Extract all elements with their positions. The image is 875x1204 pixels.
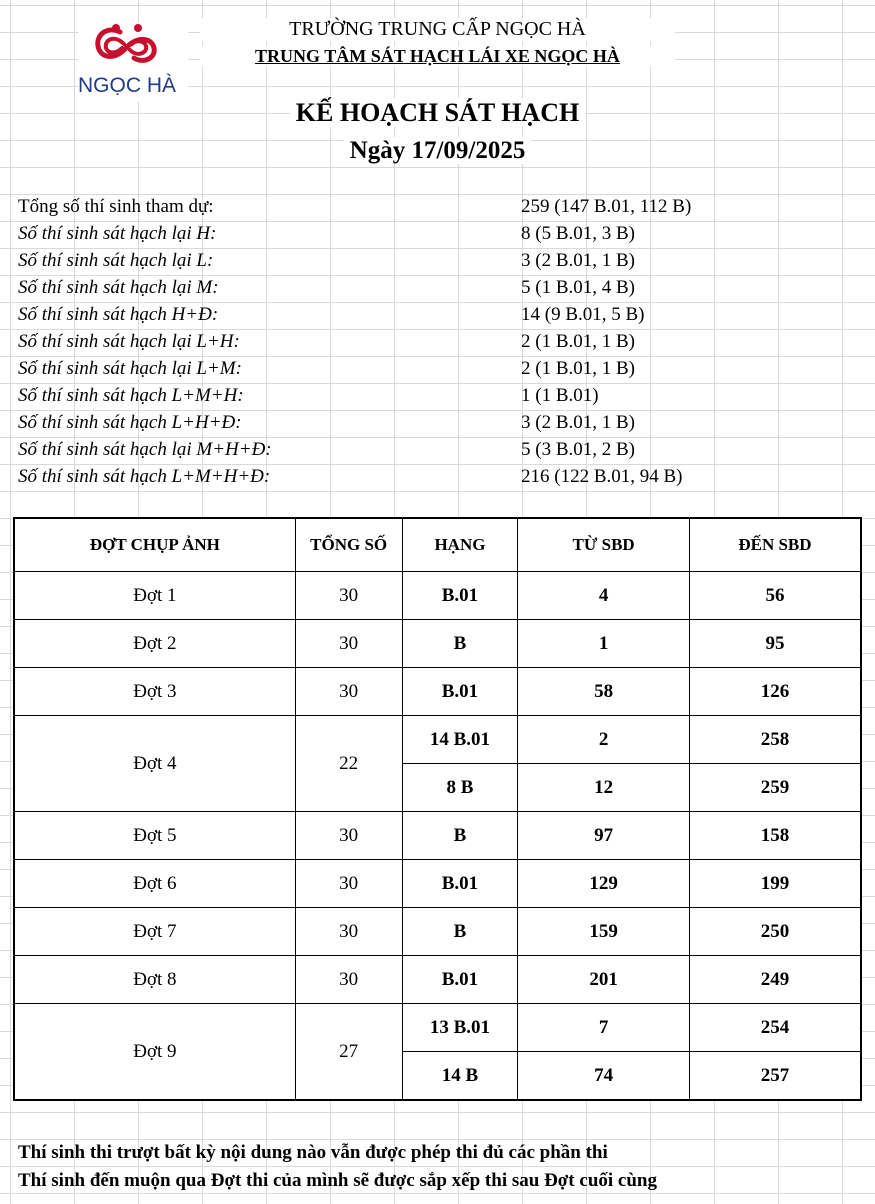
to-cell: 56 [689,572,861,620]
page-date: Ngày 17/09/2025 [0,137,875,165]
note-line: Thí sinh thi trượt bất kỳ nội dung nào vẫn được phép thi đủ các phần thi [18,1142,608,1163]
batch-cell: Đợt 6 [14,860,295,908]
total-cell: 30 [295,572,402,620]
stat-value: 14 (9 B.01, 5 B) [521,304,645,325]
stat-value: 1 (1 B.01) [521,385,599,406]
from-cell: 201 [518,956,690,1004]
from-cell: 97 [518,812,690,860]
class-cell: 14 B [402,1052,518,1101]
table-row [14,860,861,908]
to-cell: 95 [689,620,861,668]
stat-label: Số thí sinh sát hạch H+Đ: [18,304,219,325]
batch-cell: Đợt 2 [14,620,295,668]
stat-label: Số thí sinh sát hạch lại L+H: [18,331,240,352]
stat-label: Số thí sinh sát hạch lại M: [18,277,219,298]
stat-label: Số thí sinh sát hạch lại M+H+Đ: [18,439,272,460]
table-row [14,908,861,956]
batch-cell: Đợt 1 [14,572,295,620]
table-row [14,572,861,620]
from-cell: 7 [518,1004,690,1052]
class-cell: 13 B.01 [402,1004,518,1052]
page-title: KẾ HOẠCH SÁT HẠCH [0,98,875,128]
class-cell: B [402,908,518,956]
from-cell: 2 [518,716,690,764]
col-header-class: HẠNG [402,518,518,572]
center-name: TRUNG TÂM SÁT HẠCH LÁI XE NGỌC HÀ [200,46,675,67]
stat-row [12,382,872,409]
class-cell: B [402,620,518,668]
class-cell: B.01 [402,572,518,620]
stat-row [12,274,872,301]
from-cell: 129 [518,860,690,908]
batch-cell: Đợt 4 [14,716,295,812]
table-row [14,956,861,1004]
total-cell: 30 [295,620,402,668]
stat-row [12,436,872,463]
from-cell: 12 [518,764,690,812]
to-cell: 250 [689,908,861,956]
stat-row [12,247,872,274]
stat-value: 5 (1 B.01, 4 B) [521,277,635,298]
total-cell: 30 [295,908,402,956]
notes [18,1140,657,1196]
stat-label: Số thí sinh sát hạch lại H: [18,223,217,244]
to-cell: 259 [689,764,861,812]
stat-row [12,193,872,220]
table-header-row [14,518,861,572]
from-cell: 1 [518,620,690,668]
total-cell: 30 [295,668,402,716]
stat-row [12,301,872,328]
stat-label: Số thí sinh sát hạch lại L+M: [18,358,242,379]
school-name: TRƯỜNG TRUNG CẤP NGỌC HÀ [200,18,675,41]
col-header-batch: ĐỢT CHỤP ẢNH [14,518,295,572]
stat-row [12,355,872,382]
to-cell: 257 [689,1052,861,1101]
stat-label: Tổng số thí sinh tham dự: [18,196,214,217]
stat-label: Số thí sinh sát hạch L+H+Đ: [18,412,242,433]
table-row [14,812,861,860]
stat-label: Số thí sinh sát hạch L+M+H+Đ: [18,466,271,487]
total-cell: 22 [295,716,402,812]
stats-list [12,193,872,490]
stat-value: 2 (1 B.01, 1 B) [521,331,635,352]
total-cell: 30 [295,812,402,860]
batch-cell: Đợt 8 [14,956,295,1004]
col-header-from: TỪ SBD [518,518,690,572]
total-cell: 30 [295,956,402,1004]
total-cell: 30 [295,860,402,908]
from-cell: 4 [518,572,690,620]
to-cell: 258 [689,716,861,764]
col-header-total: TỔNG SỐ [295,518,402,572]
stat-value: 3 (2 B.01, 1 B) [521,412,635,433]
stat-value: 3 (2 B.01, 1 B) [521,250,635,271]
batch-cell: Đợt 3 [14,668,295,716]
from-cell: 74 [518,1052,690,1101]
col-header-to: ĐẾN SBD [689,518,861,572]
class-cell: 14 B.01 [402,716,518,764]
class-cell: B [402,812,518,860]
to-cell: 249 [689,956,861,1004]
stat-value: 259 (147 B.01, 112 B) [521,196,692,217]
stat-row [12,328,872,355]
stat-row [12,463,872,490]
schedule-table [13,517,862,1101]
stat-row [12,409,872,436]
to-cell: 158 [689,812,861,860]
stat-value: 5 (3 B.01, 2 B) [521,439,635,460]
batch-cell: Đợt 9 [14,1004,295,1101]
class-cell: B.01 [402,956,518,1004]
table-row [14,668,861,716]
table-row [14,620,861,668]
stat-value: 216 (122 B.01, 94 B) [521,466,683,487]
table-row [14,716,861,764]
class-cell: B.01 [402,860,518,908]
stat-label: Số thí sinh sát hạch L+M+H: [18,385,244,406]
logo-text: NGỌC HÀ [78,74,177,97]
note-line: Thí sinh đến muộn qua Đợt thi của mình sẽ được sắp xếp thi sau Đợt cuối cùng [18,1170,657,1191]
to-cell: 199 [689,860,861,908]
class-cell: B.01 [402,668,518,716]
stat-label: Số thí sinh sát hạch lại L: [18,250,214,271]
to-cell: 126 [689,668,861,716]
from-cell: 58 [518,668,690,716]
stat-row [12,220,872,247]
class-cell: 8 B [402,764,518,812]
logo [78,22,188,102]
stat-value: 2 (1 B.01, 1 B) [521,358,635,379]
batch-cell: Đợt 5 [14,812,295,860]
table-row [14,1004,861,1052]
to-cell: 254 [689,1004,861,1052]
total-cell: 27 [295,1004,402,1101]
from-cell: 159 [518,908,690,956]
logo-emblem-icon [94,22,158,68]
stat-value: 8 (5 B.01, 3 B) [521,223,635,244]
batch-cell: Đợt 7 [14,908,295,956]
